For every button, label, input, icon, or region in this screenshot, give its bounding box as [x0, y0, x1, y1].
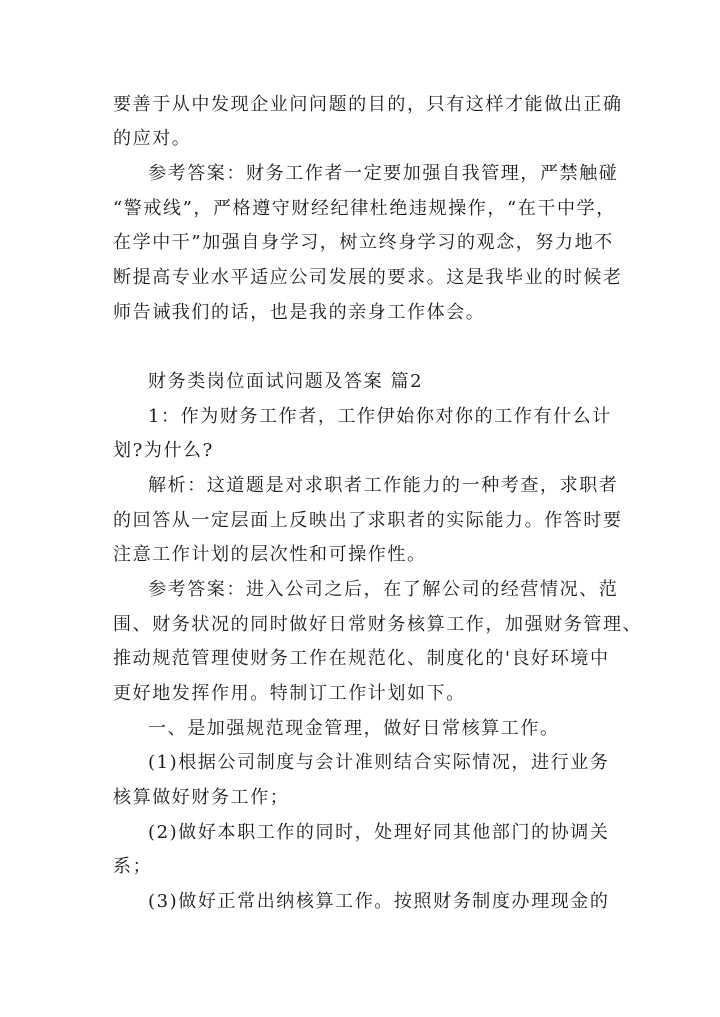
paragraph-line: 注意工作计划的层次性和可操作性。 — [113, 544, 427, 565]
list-item-line: (1)根据公司制度与会计准则结合实际情况，进行业务 — [148, 752, 610, 773]
list-item-line: 核算做好财务工作； — [113, 787, 290, 808]
paragraph-line: 推动规范管理使财务工作在规范化、制度化的'良好环境中 — [113, 648, 610, 669]
list-heading: 一、是加强规范现金管理，做好日常核算工作。 — [148, 718, 560, 739]
paragraph-line: “警戒线”，严格遵守财经纪律杜绝违规操作，“在干中学， — [113, 198, 616, 219]
paragraph-line: 解析：这道题是对求职者工作能力的一种考查，求职者 — [148, 475, 619, 496]
list-item-line: (3)做好正常出纳核算工作。按照财务制度办理现金的 — [148, 891, 610, 912]
paragraph-line: 在学中干”加强自身学习，树立终身学习的观念，努力地不 — [113, 232, 614, 253]
paragraph-line: 断提高专业水平适应公司发展的要求。这是我毕业的时候老 — [113, 267, 623, 288]
paragraph-line: 的回答从一定层面上反映出了求职者的实际能力。作答时要 — [113, 510, 623, 531]
paragraph-line: 师告诫我们的话，也是我的亲身工作体会。 — [113, 302, 486, 323]
paragraph-line: 参考答案：进入公司之后，在了解公司的经营情况、范 — [148, 579, 619, 600]
paragraph-line: 围、财务状况的同时做好日常财务核算工作，加强财务管理、 — [113, 614, 643, 635]
list-item-line: 系； — [113, 856, 153, 877]
paragraph-line: 的应对。 — [113, 128, 192, 149]
paragraph-line: 1：作为财务工作者，工作伊始你对你的工作有什么计 — [148, 406, 612, 427]
section-heading: 财务类岗位面试问题及答案 篇2 — [148, 371, 424, 392]
paragraph-line: 要善于从中发现企业问问题的目的，只有这样才能做出正确 — [113, 94, 623, 115]
paragraph-line: 更好地发挥作用。特制订工作计划如下。 — [113, 683, 466, 704]
paragraph-line: 参考答案：财务工作者一定要加强自我管理，严禁触碰 — [148, 163, 619, 184]
list-item-line: (2)做好本职工作的同时，处理好同其他部门的协调关 — [148, 822, 610, 843]
paragraph-line: 划?为什么? — [113, 440, 214, 461]
